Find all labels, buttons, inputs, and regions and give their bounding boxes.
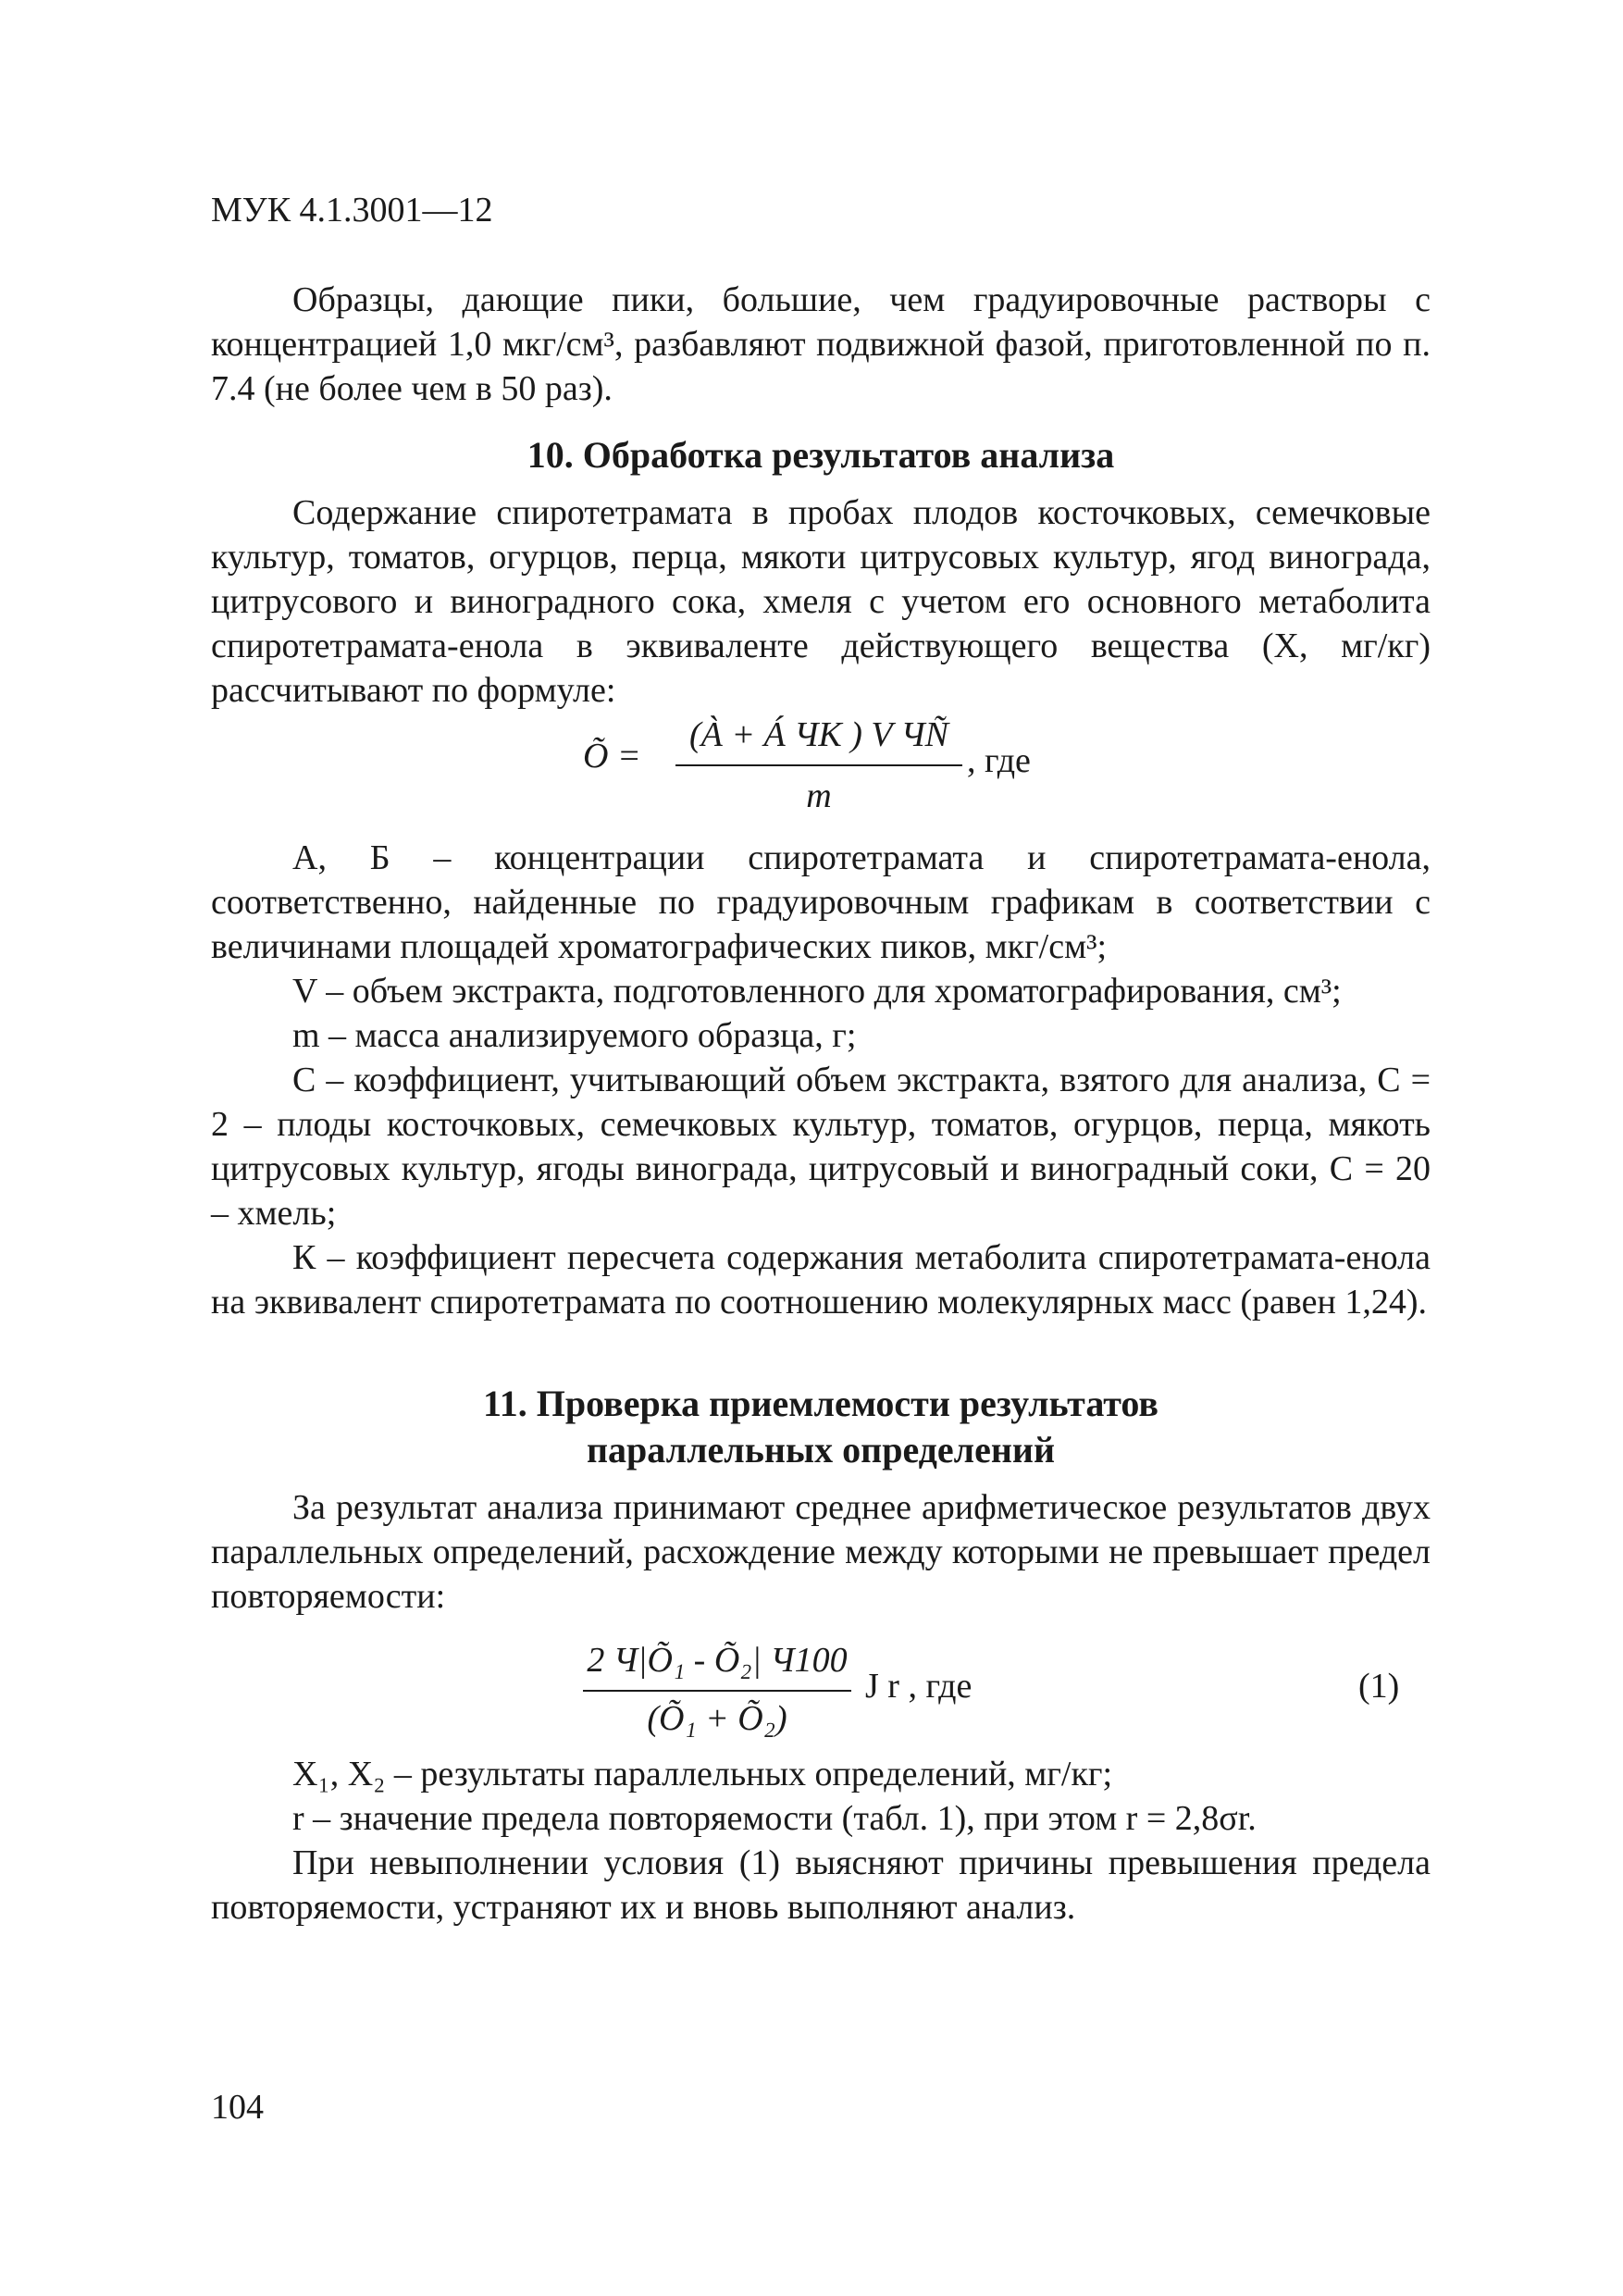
section-10-paragraph: Содержание спиротетрамата в пробах плодов косточковых, семечковые культур, томатов, огурцов, перца, мякоти цитрусовых культур, ягод винограда, цитрусового и виноградного сока, хмеля с учетом его основного метаболита спиротетрамата-енола в эквиваленте действующего вещества (X, мг/кг) рассчитывают по формуле: [211, 493, 1431, 710]
section-10-title: 10. Обработка результатов анализа [527, 434, 1115, 476]
document-header: МУК 4.1.3001—12 [211, 191, 493, 230]
formula-x-denominator: m [806, 776, 832, 815]
definition-r: r – значение предела повторяемости (табл. 1), при этом r = 2,8σr. [292, 1799, 1257, 1838]
definition-m: m – масса анализируемого образца, г; [292, 1016, 857, 1055]
section-11-paragraph: За результат анализа принимают среднее арифметическое результатов двух параллельных определений, расхождение между которыми не превышает предел повторяемости: [211, 1488, 1431, 1616]
definition-ab: А, Б – концентрации спиротетрамата и спиротетрамата-енола, соответственно, найденные по градуировочным графикам в соответствии с величинами площадей хроматографических пиков, мкг/см³; [211, 838, 1431, 966]
definition-x1x2: X₁, X₂ – результаты параллельных определений, мг/кг; [292, 1755, 1113, 1793]
definition-k: К – коэффициент пересчета содержания метаболита спиротетрамата-енола на эквивалент спиротетрамата по соотношению молекулярных масс (равен 1,24). [211, 1238, 1431, 1322]
formula-r-number: (1) [1358, 1667, 1400, 1706]
formula-x-numerator: (À + Á ЧK ) V ЧÑ [689, 715, 948, 754]
section-11-definitions [211, 1752, 1431, 1930]
formula-r-relation: J r , где [865, 1667, 973, 1706]
section-11-title-line2: параллельных определений [587, 1429, 1055, 1471]
formula-x-lhs: Õ = [583, 737, 641, 776]
page-number: 104 [211, 2088, 264, 2127]
formula-r-fraction-bar [583, 1690, 851, 1692]
definition-c: С – коэффициент, учитывающий объем экстракта, взятого для анализа, С = 2 – плоды косточковых, семечковых культур, томатов, огурцов, перца, мякоть цитрусовых культур, ягоды винограда, цитрусовый и виноградный соки, С = 20 – хмель; [211, 1061, 1431, 1233]
formula-x-fraction-bar [675, 764, 962, 766]
section-10-definitions [211, 836, 1431, 1324]
definition-v: V – объем экстракта, подготовленного для хроматографирования, см³; [292, 972, 1342, 1011]
formula-r-denominator: (Õ₁ + Õ₂) [647, 1699, 787, 1738]
intro-paragraph: Образцы, дающие пики, большие, чем градуировочные растворы с концентрацией 1,0 мкг/см³, разбавляют подвижной фазой, приготовленной по п. 7.4 (не более чем в 50 раз). [211, 280, 1431, 408]
section-11-title-line1: 11. Проверка приемлемости результатов [482, 1383, 1159, 1424]
closing-paragraph: При невыполнении условия (1) выясняют причины превышения предела повторяемости, устраняют их и вновь выполняют анализ. [211, 1843, 1431, 1927]
formula-r-numerator: 2 Ч|Õ₁ - Õ₂| Ч100 [587, 1641, 848, 1680]
formula-x-suffix: , где [967, 741, 1031, 780]
